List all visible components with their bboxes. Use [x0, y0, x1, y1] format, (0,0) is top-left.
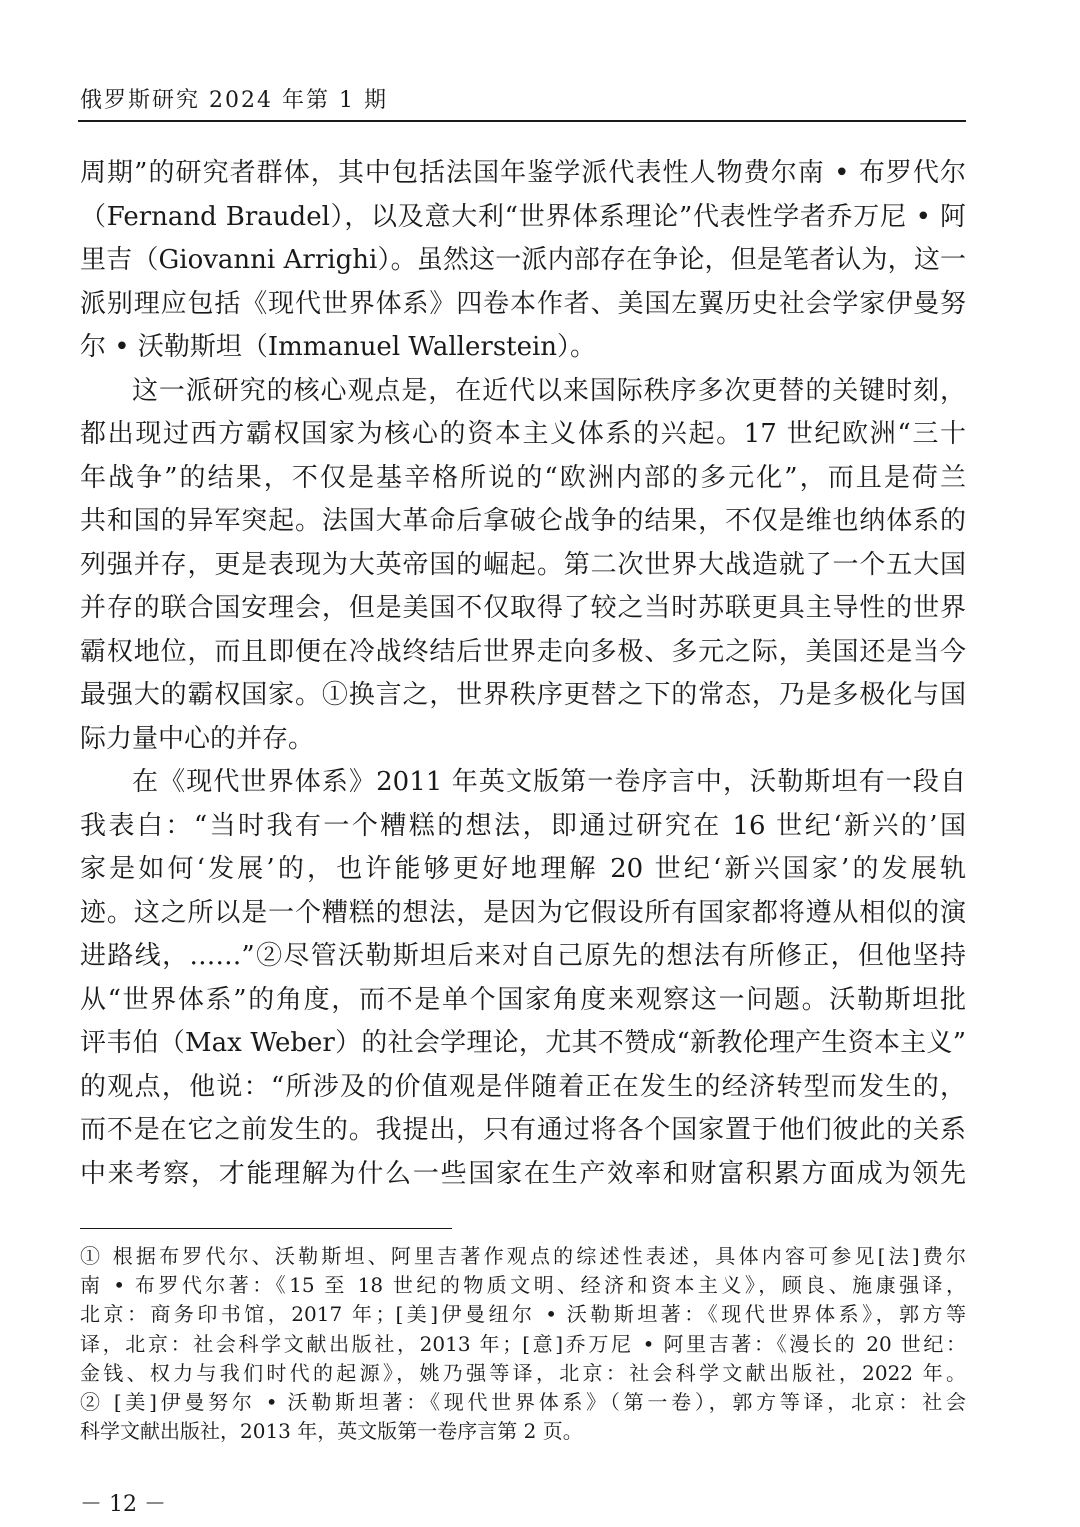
body-line: 里吉（Giovanni Arrighi）。虽然这一派内部存在争论，但是笔者认为，这一	[80, 245, 966, 275]
page-number: － 12 －	[80, 1492, 166, 1517]
body-line: 际力量中心的并存。	[80, 723, 315, 754]
body-line: 并存的联合国安理会，但是美国不仅取得了较之当时苏联更具主导性的世界	[80, 593, 966, 623]
body-text	[80, 152, 966, 1196]
body-line: 共和国的异军突起。法国大革命后拿破仑战争的结果，不仅是维也纳体系的	[80, 506, 966, 536]
body-line: 而不是在它之前发生的。我提出，只有通过将各个国家置于他们彼此的关系	[80, 1115, 966, 1145]
body-line: 从“世界体系”的角度，而不是单个国家角度来观察这一问题。沃勒斯坦批	[80, 984, 966, 1015]
footnote-line: 北京：商务印书馆，2017 年；[美]伊曼纽尔 • 沃勒斯坦著：《现代世界体系》，郭方等	[80, 1302, 966, 1327]
body-line: 中来考察，才能理解为什么一些国家在生产效率和财富积累方面成为领先	[80, 1158, 966, 1189]
body-line: 评韦伯（Max Weber）的社会学理论，尤其不赞成“新教伦理产生资本主义”	[80, 1028, 966, 1058]
footnote-line: ② [美]伊曼努尔 • 沃勒斯坦著：《现代世界体系》（第一卷），郭方等译，北京：社会	[80, 1389, 966, 1414]
body-line: （Fernand Braudel），以及意大利“世界体系理论”代表性学者乔万尼 • 阿	[80, 201, 966, 232]
body-line: 家是如何‘发展’的，也许能够更好地理解 20 世纪‘新兴国家’的发展轨	[80, 854, 966, 884]
body-line: 尔 • 沃勒斯坦（Immanuel Wallerstein）。	[80, 332, 597, 362]
body-line: 霸权地位，而且即便在冷战终结后世界走向多极、多元之际，美国还是当今	[80, 636, 966, 667]
body-line: 列强并存，更是表现为大英帝国的崛起。第二次世界大战造就了一个五大国	[80, 549, 966, 580]
body-line: 派别理应包括《现代世界体系》四卷本作者、美国左翼历史社会学家伊曼努	[80, 288, 966, 319]
body-line: 周期”的研究者群体，其中包括法国年鉴学派代表性人物费尔南 • 布罗代尔	[80, 158, 966, 188]
body-line: 的观点，他说：“所涉及的价值观是伴随着正在发生的经济转型而发生的，	[80, 1071, 966, 1102]
body-line: 年战争”的结果，不仅是基辛格所说的“欧洲内部的多元化”，而且是荷兰	[80, 462, 966, 493]
running-header: 俄罗斯研究 2024 年第 1 期	[80, 88, 388, 113]
footnote-line: ① 根据布罗代尔、沃勒斯坦、阿里吉著作观点的综述性表述，具体内容可参见[法]费尔	[80, 1244, 966, 1268]
footnotes	[80, 1242, 966, 1446]
footnote-line: 科学文献出版社，2013 年，英文版第一卷序言第 2 页。	[80, 1419, 583, 1444]
footnote-line: 译，北京：社会科学文献出版社，2013 年；[意]乔万尼 • 阿里吉著：《漫长的 20 世纪：	[80, 1331, 966, 1356]
body-line: 迹。这之所以是一个糟糕的想法，是因为它假设所有国家都将遵从相似的演	[80, 897, 966, 928]
body-line: 进路线，……”②尽管沃勒斯坦后来对自己原先的想法有所修正，但他坚持	[80, 941, 966, 971]
body-line: 这一派研究的核心观点是，在近代以来国际秩序多次更替的关键时刻，	[132, 375, 966, 406]
body-line: 都出现过西方霸权国家为核心的资本主义体系的兴起。17 世纪欧洲“三十	[80, 419, 966, 449]
body-line: 我表白：“当时我有一个糟糕的想法，即通过研究在 16 世纪‘新兴的’国	[80, 810, 966, 841]
body-line: 最强大的霸权国家。①换言之，世界秩序更替之下的常态，乃是多极化与国	[80, 680, 966, 710]
footnote-line: 南 • 布罗代尔著：《15 至 18 世纪的物质文明、经济和资本主义》，顾良、施康强译，	[80, 1273, 966, 1298]
body-line: 在《现代世界体系》2011 年英文版第一卷序言中，沃勒斯坦有一段自	[132, 767, 966, 797]
footnote-rule	[80, 1228, 452, 1229]
header-rule	[78, 120, 966, 122]
footnote-line: 金钱、权力与我们时代的起源》，姚乃强等译，北京：社会科学文献出版社，2022 年。	[80, 1360, 966, 1385]
